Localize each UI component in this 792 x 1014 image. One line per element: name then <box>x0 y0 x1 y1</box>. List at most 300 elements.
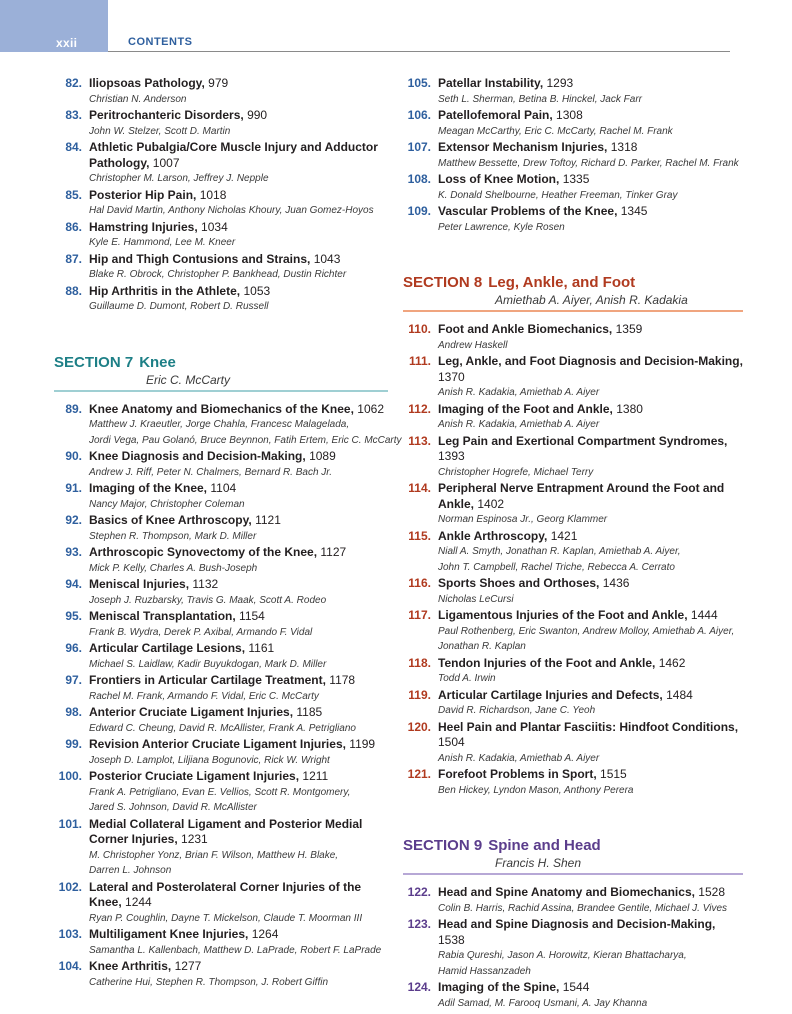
chapter-authors: Matthew Bessette, Drew Toftoy, Richard D. Parker, Rachel M. Frank <box>438 157 739 169</box>
chapter-title-line <box>89 76 388 92</box>
chapter-number: 94. <box>65 577 82 591</box>
entry-body <box>438 576 743 607</box>
chapter-title-line <box>89 609 388 625</box>
chapter-title: Ankle Arthroscopy, <box>438 528 548 543</box>
chapter-number: 115. <box>408 528 431 543</box>
entry-body <box>89 609 388 640</box>
section-title: Spine and Head <box>488 837 601 854</box>
page-number-ref: 1335 <box>562 172 590 186</box>
page-number-ref: 1185 <box>296 705 323 719</box>
chapter-authors: Michael S. Laidlaw, Kadir Buyukdogan, Mark D. Miller <box>89 658 327 670</box>
chapter-title: Patellofemoral Pain, <box>438 108 553 122</box>
chapter-title-line <box>89 959 388 975</box>
toc-list-leg-ankle-foot <box>403 322 743 798</box>
page-number-ref: 1121 <box>255 513 281 527</box>
chapter-number: 85. <box>65 187 82 202</box>
entry-body <box>438 354 743 401</box>
chapter-number: 110. <box>408 322 431 336</box>
chapter-title: Knee Arthritis, <box>89 959 172 973</box>
toc-entry <box>403 322 743 353</box>
toc-entry <box>54 284 388 315</box>
chapter-number: 105. <box>407 76 431 90</box>
chapter-authors: Darren L. Johnson <box>89 865 172 876</box>
toc-entry <box>54 401 402 449</box>
page-number-ref: 1436 <box>602 576 630 590</box>
chapter-title-line <box>89 927 388 943</box>
chapter-authors: Peter Lawrence, Kyle Rosen <box>438 221 565 233</box>
toc-list-hip <box>54 76 388 315</box>
page-number-ref: 1018 <box>199 187 227 202</box>
page-number-ref: 1127 <box>320 545 347 559</box>
entry-body <box>438 204 743 235</box>
toc-entry <box>403 172 743 203</box>
toc-entry <box>54 959 388 990</box>
page-number-ref: 1034 <box>201 219 228 234</box>
chapter-authors: Andrew J. Riff, Peter N. Chalmers, Bernard R. Bach Jr. <box>89 466 333 478</box>
chapter-title-line <box>89 220 388 236</box>
chapter-number: 106. <box>407 108 431 122</box>
toc-entry <box>403 354 743 401</box>
chapter-number: 109. <box>407 204 431 218</box>
page-number-ref: 1264 <box>251 927 279 941</box>
chapter-title-line <box>438 608 743 624</box>
chapter-title-line <box>438 656 743 672</box>
chapter-number: 107. <box>407 140 431 154</box>
chapter-title-line <box>438 917 743 948</box>
section-label: SECTION 7 <box>54 353 134 371</box>
chapter-title-line <box>438 434 743 465</box>
chapter-title-line <box>89 188 388 204</box>
toc-entry <box>403 402 743 433</box>
entry-body <box>438 608 743 655</box>
page-number: xxii <box>56 36 78 50</box>
page-number-ref: 1053 <box>243 283 271 298</box>
entry-body <box>89 545 388 576</box>
entry-body <box>89 817 388 879</box>
entry-body <box>438 172 743 203</box>
toc-entry <box>54 449 388 480</box>
toc-entry <box>403 76 743 107</box>
page-number-ref: 1345 <box>620 204 648 218</box>
chapter-number: 124. <box>407 980 431 994</box>
chapter-number: 100. <box>58 769 82 783</box>
entry-body <box>438 322 743 353</box>
page-number-ref: 1484 <box>666 687 693 702</box>
chapter-authors: Colin B. Harris, Rachid Assina, Brandee Gentile, Michael J. Vives <box>438 902 728 914</box>
chapter-title-line <box>438 402 743 418</box>
chapter-title-line <box>438 576 743 592</box>
entry-body <box>89 481 388 512</box>
chapter-authors: Frank B. Wydra, Derek P. Axibal, Armando F. Vidal <box>89 626 313 638</box>
toc-entry <box>54 140 388 187</box>
toc-entry <box>403 108 743 139</box>
chapter-number: 111. <box>408 354 431 368</box>
chapter-number: 97. <box>65 673 82 687</box>
chapter-title-line <box>438 204 743 220</box>
toc-entry <box>54 220 388 251</box>
entry-body <box>438 688 743 719</box>
chapter-title: Meniscal Injuries, <box>89 577 190 591</box>
chapter-authors: Jonathan R. Kaplan <box>438 641 526 652</box>
right-column <box>403 76 743 1012</box>
entry-body <box>438 434 743 481</box>
entry-body <box>438 402 743 433</box>
chapter-authors: Seth L. Sherman, Betina B. Hinckel, Jack Farr <box>438 93 642 105</box>
chapter-title: Head and Spine Diagnosis and Decision-Making, <box>438 917 716 931</box>
chapter-title-line <box>89 737 388 753</box>
chapter-number: 103. <box>58 927 82 941</box>
toc-entry <box>54 108 388 139</box>
chapter-authors: Hamid Hassanzadeh <box>438 965 531 977</box>
entry-body <box>89 673 388 704</box>
chapter-title: Posterior Hip Pain, <box>89 187 197 202</box>
toc-entry <box>54 577 388 608</box>
chapter-number: 93. <box>65 545 82 559</box>
chapter-authors: Anish R. Kadakia, Amiethab A. Aiyer <box>438 419 600 430</box>
entry-body <box>438 885 743 916</box>
chapter-number: 96. <box>65 641 82 655</box>
toc-entry <box>403 576 743 607</box>
chapter-title-line <box>89 513 388 529</box>
chapter-authors: Paul Rothenberg, Eric Swanton, Andrew Molloy, Amiethab A. Aiyer, <box>438 625 735 637</box>
entry-body <box>438 108 743 139</box>
entry-body <box>89 188 388 219</box>
entry-body <box>438 917 743 979</box>
chapter-number: 84. <box>65 140 82 154</box>
chapter-title-line <box>438 108 743 124</box>
page-number-ref: 1161 <box>248 641 275 655</box>
page-number-ref: 1043 <box>313 251 341 266</box>
page-number-ref: 1544 <box>562 980 590 994</box>
chapter-authors: Hal David Martin, Anthony Nicholas Khoury, Juan Gomez-Hoyos <box>89 205 374 216</box>
toc-list-knee-cont <box>403 76 743 235</box>
toc-entry <box>403 140 743 171</box>
chapter-title-line <box>89 252 388 268</box>
chapter-title: Lateral and Posterolateral Corner Injuries of the Knee, <box>89 879 362 909</box>
chapter-title: Extensor Mechanism Injuries, <box>438 140 608 154</box>
chapter-number: 89. <box>65 401 82 416</box>
page-number-ref: 1007 <box>152 155 180 170</box>
page-number-ref: 1211 <box>302 769 329 783</box>
section-title: Knee <box>139 353 176 371</box>
page-number-ref: 1132 <box>192 577 219 591</box>
chapter-number: 86. <box>65 219 82 234</box>
chapter-authors: Todd A. Irwin <box>438 673 496 684</box>
page-number-ref: 1318 <box>610 140 638 154</box>
toc-entry <box>403 529 743 576</box>
page-number-ref: 1393 <box>438 449 465 463</box>
chapter-title-line <box>89 140 388 171</box>
toc-entry <box>403 481 743 528</box>
chapter-title-line <box>89 577 388 593</box>
toc-entry <box>54 880 388 927</box>
chapter-title: Vascular Problems of the Knee, <box>438 204 618 218</box>
chapter-authors: John W. Stelzer, Scott D. Martin <box>89 125 231 137</box>
chapter-authors: Kyle E. Hammond, Lee M. Kneer <box>89 237 236 248</box>
chapter-title-line <box>438 720 743 751</box>
section-rule <box>403 310 743 312</box>
page-number-ref: 1277 <box>174 959 202 973</box>
toc-entry <box>403 917 743 979</box>
page-number-ref: 1244 <box>125 895 152 909</box>
chapter-authors: Nancy Major, Christopher Coleman <box>89 498 245 510</box>
page-number-ref: 1538 <box>438 932 465 947</box>
toc-entry <box>54 927 388 958</box>
toc-entry <box>54 817 388 879</box>
entry-body <box>438 656 743 687</box>
chapter-title: Anterior Cruciate Ligament Injuries, <box>89 705 294 719</box>
chapter-authors: John T. Campbell, Rachel Triche, Rebecca A. Cerrato <box>438 561 675 573</box>
chapter-title: Peripheral Nerve Entrapment Around the Foot and Ankle, <box>438 481 725 511</box>
toc-list-spine-head <box>403 885 743 1011</box>
section-editor: Francis H. Shen <box>495 856 582 870</box>
chapter-title: Hip Arthritis in the Athlete, <box>89 283 241 298</box>
chapter-number: 123. <box>407 917 431 931</box>
entry-body <box>438 980 743 1011</box>
chapter-title-line <box>438 767 743 783</box>
chapter-title-line <box>89 284 388 300</box>
chapter-title: Hamstring Injuries, <box>89 219 198 234</box>
toc-entry <box>403 204 743 235</box>
chapter-authors: Andrew Haskell <box>438 339 508 351</box>
chapter-title-line <box>89 673 388 689</box>
entry-body <box>438 529 743 576</box>
chapter-number: 113. <box>408 433 431 448</box>
chapter-title: Imaging of the Spine, <box>438 980 560 994</box>
toc-entry <box>54 481 388 512</box>
chapter-authors: Rachel M. Frank, Armando F. Vidal, Eric C. McCarty <box>89 690 319 702</box>
entry-body <box>89 577 388 608</box>
running-head: CONTENTS <box>128 36 193 48</box>
page-number-ref: 1293 <box>546 76 574 90</box>
entry-body <box>89 513 388 544</box>
chapter-authors: Edward C. Cheung, David R. McAllister, Frank A. Petrigliano <box>89 722 356 734</box>
chapter-title: Head and Spine Anatomy and Biomechanics, <box>438 885 695 899</box>
chapter-authors: Stephen R. Thompson, Mark D. Miller <box>89 530 257 542</box>
chapter-authors: Catherine Hui, Stephen R. Thompson, J. Robert Giffin <box>89 976 329 988</box>
chapter-authors: Adil Samad, M. Farooq Usmani, A. Jay Khanna <box>438 997 648 1009</box>
chapter-authors: Jordi Vega, Pau Golanó, Bruce Beynnon, Fatih Ertem, Eric C. McCarty <box>89 434 402 446</box>
chapter-authors: Christian N. Anderson <box>89 93 187 105</box>
chapter-title-line <box>438 140 743 156</box>
toc-entry <box>403 720 743 767</box>
chapter-title-line <box>438 529 743 545</box>
chapter-authors: Anish R. Kadakia, Amiethab A. Aiyer <box>438 387 600 398</box>
chapter-title: Forefoot Problems in Sport, <box>438 767 597 781</box>
chapter-title-line <box>89 545 388 561</box>
chapter-number: 102. <box>58 879 82 894</box>
section-label: SECTION 9 <box>403 837 483 854</box>
page-number-ref: 990 <box>247 108 268 122</box>
chapter-title: Leg Pain and Exertional Compartment Syndromes, <box>438 433 728 448</box>
chapter-title: Revision Anterior Cruciate Ligament Injuries, <box>89 737 346 751</box>
page-number-ref: 1444 <box>690 608 718 622</box>
chapter-authors: Joseph D. Lamplot, Liljiana Bogunovic, Rick W. Wright <box>89 754 330 766</box>
page-number-ref: 1528 <box>698 885 725 899</box>
chapter-title-line <box>89 449 388 465</box>
entry-body <box>89 252 388 283</box>
chapter-number: 108. <box>407 172 431 186</box>
page-number-ref: 1462 <box>658 655 686 670</box>
chapter-authors: Joseph J. Ruzbarsky, Travis G. Maak, Scott A. Rodeo <box>89 594 327 606</box>
chapter-title-line <box>438 354 743 385</box>
entry-body <box>89 959 388 990</box>
chapter-number: 98. <box>65 705 82 719</box>
section-label: SECTION 8 <box>403 274 483 291</box>
section-7-heading <box>54 353 388 392</box>
chapter-title: Peritrochanteric Disorders, <box>89 108 244 122</box>
chapter-authors: Anish R. Kadakia, Amiethab A. Aiyer <box>438 752 600 764</box>
chapter-authors: Ben Hickey, Lyndon Mason, Anthony Perera <box>438 784 634 796</box>
entry-body <box>89 769 388 816</box>
chapter-number: 121. <box>407 767 431 781</box>
chapter-authors: Frank A. Petrigliano, Evan E. Vellios, Scott R. Montgomery, <box>89 786 351 798</box>
entry-body <box>89 449 388 480</box>
entry-body <box>438 720 743 767</box>
chapter-authors: David R. Richardson, Jane C. Yeoh <box>438 705 596 716</box>
chapter-title: Hip and Thigh Contusions and Strains, <box>89 251 311 266</box>
page-number-ref: 1421 <box>550 528 578 543</box>
toc-entry <box>54 252 388 283</box>
chapter-title: Meniscal Transplantation, <box>89 609 236 623</box>
chapter-authors: Norman Espinosa Jr., Georg Klammer <box>438 514 608 525</box>
page-number-ref: 1199 <box>349 737 376 751</box>
toc-entry <box>54 641 388 672</box>
chapter-authors: Meagan McCarthy, Eric C. McCarty, Rachel M. Frank <box>438 125 673 137</box>
page-number-ref: 1504 <box>438 735 465 749</box>
section-title: Leg, Ankle, and Foot <box>488 274 636 291</box>
toc-entry <box>403 885 743 916</box>
chapter-title-line <box>89 641 388 657</box>
page-number-ref: 1178 <box>329 673 356 687</box>
page-number-ref: 1062 <box>357 401 384 416</box>
chapter-title: Foot and Ankle Biomechanics, <box>438 322 613 336</box>
chapter-authors: Jared S. Johnson, David R. McAllister <box>89 802 257 813</box>
chapter-title: Multiligament Knee Injuries, <box>89 927 249 941</box>
toc-entry <box>403 608 743 655</box>
entry-body <box>438 140 743 171</box>
entry-body <box>89 108 388 139</box>
chapter-authors: M. Christopher Yonz, Brian F. Wilson, Matthew H. Blake, <box>89 849 339 861</box>
chapter-number: 91. <box>65 481 82 495</box>
chapter-title: Iliopsoas Pathology, <box>89 76 205 90</box>
chapter-title: Heel Pain and Plantar Fasciitis: Hindfoot Conditions, <box>438 719 739 734</box>
chapter-number: 83. <box>65 108 82 122</box>
chapter-authors: Ryan P. Coughlin, Dayne T. Mickelson, Claude T. Moorman III <box>89 912 363 924</box>
entry-body <box>89 927 388 958</box>
chapter-title-line <box>89 108 388 124</box>
page-number-tab <box>0 0 108 52</box>
chapter-title-line <box>89 880 388 911</box>
chapter-title-line <box>438 172 743 188</box>
chapter-authors: Rabia Qureshi, Jason A. Horowitz, Kieran Bhattacharya, <box>438 950 687 961</box>
chapter-number: 114. <box>408 481 431 495</box>
page-number-ref: 1370 <box>438 369 465 384</box>
chapter-title-line <box>89 769 388 785</box>
entry-body <box>89 76 388 107</box>
section-9-heading <box>403 836 743 875</box>
chapter-title-line <box>438 980 743 996</box>
entry-body <box>89 284 388 315</box>
chapter-title-line <box>89 481 388 497</box>
page-number-ref: 1104 <box>210 481 237 495</box>
chapter-title: Tendon Injuries of the Foot and Ankle, <box>438 655 656 670</box>
entry-body <box>89 641 388 672</box>
toc-entry <box>54 769 388 816</box>
toc-entry <box>54 737 388 768</box>
chapter-number: 104. <box>58 959 82 973</box>
chapter-authors: K. Donald Shelbourne, Heather Freeman, Tinker Gray <box>438 189 678 201</box>
chapter-title: Patellar Instability, <box>438 76 544 90</box>
chapter-title: Medial Collateral Ligament and Posterior Medial Corner Injuries, <box>89 816 363 846</box>
chapter-title: Knee Diagnosis and Decision-Making, <box>89 449 306 463</box>
section-8-heading <box>403 273 743 312</box>
toc-entry <box>54 76 388 107</box>
toc-entry <box>54 513 388 544</box>
chapter-authors: Nicholas LeCursi <box>438 593 514 605</box>
chapter-number: 112. <box>408 401 431 416</box>
chapter-title: Leg, Ankle, and Foot Diagnosis and Decision-Making, <box>438 354 743 368</box>
chapter-title: Ligamentous Injuries of the Foot and Ankle, <box>438 608 688 622</box>
chapter-authors: Samantha L. Kallenbach, Matthew D. LaPrade, Robert F. LaPrade <box>89 944 382 956</box>
chapter-title: Sports Shoes and Orthoses, <box>438 576 600 590</box>
page-number-ref: 1154 <box>239 609 265 623</box>
entry-body <box>89 140 388 187</box>
chapter-number: 101. <box>58 816 82 831</box>
chapter-number: 99. <box>65 737 82 751</box>
page-number-ref: 1089 <box>309 449 336 463</box>
chapter-authors: Niall A. Smyth, Jonathan R. Kaplan, Amiethab A. Aiyer, <box>438 546 681 557</box>
chapter-number: 122. <box>407 885 431 899</box>
chapter-number: 118. <box>408 655 431 670</box>
chapter-title: Articular Cartilage Lesions, <box>89 641 246 655</box>
chapter-title: Imaging of the Foot and Ankle, <box>438 401 613 416</box>
chapter-number: 82. <box>65 76 82 90</box>
chapter-number: 117. <box>408 608 431 622</box>
chapter-title: Imaging of the Knee, <box>89 481 208 495</box>
chapter-number: 92. <box>65 513 82 527</box>
entry-body <box>89 705 388 736</box>
page-number-ref: 1402 <box>477 496 505 511</box>
page-number-ref: 1515 <box>600 767 627 781</box>
left-column <box>54 76 402 991</box>
toc-entry <box>403 767 743 798</box>
chapter-title-line <box>438 885 743 901</box>
toc-list-knee <box>54 401 402 991</box>
entry-body <box>438 481 743 528</box>
chapter-title-line <box>89 705 388 721</box>
entry-body <box>89 880 388 927</box>
chapter-authors: Blake R. Obrock, Christopher P. Bankhead, Dustin Richter <box>89 269 347 280</box>
page-number-ref: 979 <box>208 76 229 90</box>
chapter-number: 119. <box>408 687 431 702</box>
chapter-title: Frontiers in Articular Cartilage Treatment, <box>89 673 326 687</box>
entry-body <box>89 220 388 251</box>
page-number-ref: 1359 <box>615 322 643 336</box>
page-number-ref: 1380 <box>616 401 643 416</box>
chapter-title-line <box>89 402 388 418</box>
chapter-title: Knee Anatomy and Biomechanics of the Knee, <box>89 401 354 416</box>
entry-body <box>438 76 743 107</box>
chapter-title: Arthroscopic Synovectomy of the Knee, <box>89 545 318 559</box>
page-number-ref: 1308 <box>556 108 583 122</box>
section-editor: Eric C. McCarty <box>146 372 230 387</box>
chapter-title: Posterior Cruciate Ligament Injuries, <box>89 769 300 783</box>
entry-body <box>438 767 743 798</box>
toc-entry <box>403 688 743 719</box>
chapter-title-line <box>438 688 743 704</box>
toc-entry <box>54 673 388 704</box>
